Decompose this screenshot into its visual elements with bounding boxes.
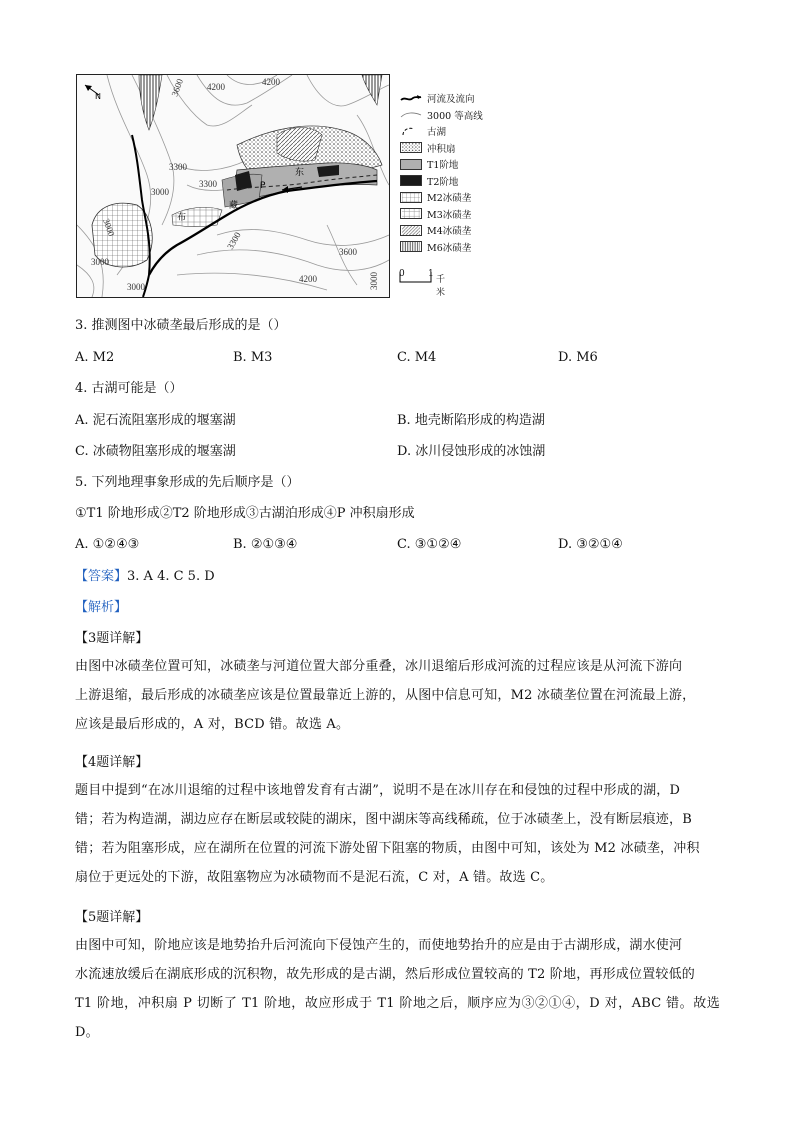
question-5-items: ①T1 阶地形成②T2 阶地形成③古湖泊形成④P 冲积扇形成: [75, 506, 415, 521]
contour-label: 4200: [299, 274, 317, 284]
q5-option-a[interactable]: A. ①②④③: [75, 537, 140, 552]
legend-label: 冲积扇: [427, 143, 456, 155]
legend-label: M6冰碛垄: [427, 242, 472, 254]
contour-label: 3600: [339, 247, 357, 257]
q4-option-d[interactable]: D. 冰川侵蚀形成的冰蚀湖: [397, 444, 546, 459]
detail-4-line: 错；若为构造湖，湖边应存在断层或较陡的湖床，图中湖床等高线稀疏，位于冰碛垄上，没有断层痕迹，B: [75, 812, 692, 827]
map-drawing: [77, 75, 389, 297]
legend-item: [400, 123, 510, 140]
contour-label: 3000: [127, 282, 145, 292]
analysis-tag: 【解析】: [75, 600, 128, 615]
lake-icon: [400, 126, 422, 137]
contour-label: 3600: [169, 77, 186, 98]
detail-4-line: 扇位于更远处的下游，故阻塞物应为冰碛物而不是泥石流，C 对，A 错。故选 C。: [75, 870, 554, 885]
question-3-stem: 3. 推测图中冰碛垄最后形成的是（）: [75, 318, 287, 333]
fan-swatch: [400, 142, 422, 153]
legend-item: [400, 107, 510, 124]
m4-moraine: [277, 128, 322, 162]
question-5-stem: 5. 下列地理事象形成的先后顺序是（）: [75, 475, 300, 490]
m4-swatch: [400, 225, 422, 236]
t2-swatch: [400, 175, 422, 186]
q3-option-c[interactable]: C. M4: [397, 350, 437, 365]
map-legend: [400, 90, 510, 255]
fan-p-label: P: [260, 181, 266, 191]
question-4-stem: 4. 古湖可能是（）: [75, 381, 183, 396]
detail-3-title: 【3题详解】: [75, 631, 149, 646]
legend-label: 河流及流向: [427, 94, 475, 106]
detail-5-line: 水流速放缓后在湖底形成的沉积物，故先形成的是古湖，然后形成位置较高的 T2 阶地，再形成位置较低的: [75, 967, 696, 982]
answer-text: 3. A 4. C 5. D: [127, 569, 215, 584]
north-arrow-head: [85, 85, 92, 91]
legend-item: [400, 189, 510, 206]
contour-label: 4200: [207, 82, 225, 92]
detail-3-body: [75, 652, 720, 739]
m3-swatch: [400, 208, 422, 219]
detail-4-line: 题目中提到“在冰川退缩的过程中该地曾发育有古湖”，说明不是在冰川存在和侵蚀的过程中形成的湖，D: [75, 783, 681, 798]
q5-option-c[interactable]: C. ③①②④: [397, 537, 462, 552]
q5-option-d[interactable]: D. ③②①④: [558, 537, 623, 552]
scale-unit: 千米: [436, 275, 446, 298]
legend-label: T2阶地: [427, 176, 459, 188]
detail-3-line: 上游退缩，最后形成的冰碛垄应该是位置最靠近上游的，从图中信息可知，M2 冰碛垄位置在河流最上游，: [75, 688, 696, 703]
legend-label: 古湖: [427, 127, 447, 139]
q3-option-b[interactable]: B. M3: [233, 350, 273, 365]
contour-label: 3300: [169, 162, 187, 172]
north-label: N: [95, 92, 101, 101]
river-icon: [400, 93, 422, 104]
detail-5-title: 【5题详解】: [75, 910, 149, 925]
contour-label: 4200: [262, 77, 280, 87]
legend-label: T1阶地: [427, 160, 459, 172]
t1-swatch: [400, 159, 422, 170]
contour-label: 3000: [91, 257, 109, 267]
contour-icon: [400, 109, 422, 120]
legend-item: [400, 140, 510, 157]
legend-item: [400, 239, 510, 256]
scale-one: 1: [428, 269, 434, 279]
legend-label: 3000 等高线: [427, 110, 483, 122]
m6-moraine: [139, 75, 162, 130]
legend-label: M2冰碛垄: [427, 193, 472, 205]
q5-option-b[interactable]: B. ②①③④: [233, 537, 298, 552]
legend-item: [400, 156, 510, 173]
contour-label: 3300: [199, 179, 217, 189]
contour-label: 3000: [101, 217, 117, 238]
detail-4-title: 【4题详解】: [75, 755, 149, 770]
q3-option-a[interactable]: A. M2: [75, 350, 115, 365]
detail-4-body: [75, 776, 720, 892]
contour-label: 3300: [225, 230, 243, 251]
scale-zero: 0: [399, 269, 405, 279]
river-label: 东: [295, 168, 305, 178]
detail-4-line: 错；若为阻塞形成，应在湖所在位置的河流下游处留下阻塞的物质，由图中可知，该处为 M2 冰碛垄，冲积: [75, 841, 700, 856]
detail-3-line: 由图中冰碛垄位置可知，冰碛垄与河道位置大部分重叠，冰川退缩后形成河流的过程应该是从河流下游向: [75, 659, 683, 674]
contour-label: 3000: [151, 187, 169, 197]
river-label: 藏: [229, 201, 239, 211]
answer-line: [75, 567, 215, 587]
legend-item: [400, 90, 510, 107]
q4-option-b[interactable]: B. 地壳断陷形成的构造湖: [397, 413, 545, 428]
legend-item: [400, 173, 510, 190]
answer-tag: 【答案】: [75, 569, 128, 584]
legend-label: M3冰碛垄: [427, 209, 472, 221]
detail-5-line: T1 阶地，冲积扇 P 切断了 T1 阶地，故应形成于 T1 阶地之后，顺序应为③②①④，D 对，ABC 错。故选 D。: [75, 996, 720, 1040]
topographic-map: [76, 74, 390, 298]
detail-5-body: [75, 931, 720, 1047]
q4-option-c[interactable]: C. 冰碛物阻塞形成的堰塞湖: [75, 444, 236, 459]
t2-terrace-2: [317, 165, 339, 177]
legend-label: M4冰碛垄: [427, 226, 472, 238]
legend-item: [400, 222, 510, 239]
m6-swatch: [400, 241, 422, 252]
detail-5-line: 由图中可知，阶地应该是地势抬升后河流向下侵蚀产生的，而使地势抬升的应是由于古湖形成，湖水使河: [75, 938, 683, 953]
river-label: 布: [177, 213, 187, 223]
detail-3-line: 应该是最后形成的，A 对，BCD 错。故选 A。: [75, 717, 350, 732]
m6-moraine-east: [362, 75, 382, 105]
scale-bar: [399, 269, 446, 298]
contour-label: 3000: [369, 272, 379, 290]
m2-swatch: [400, 192, 422, 203]
legend-item: [400, 206, 510, 223]
q4-option-a[interactable]: A. 泥石流阻塞形成的堰塞湖: [75, 413, 236, 428]
q3-option-d[interactable]: D. M6: [558, 350, 598, 365]
